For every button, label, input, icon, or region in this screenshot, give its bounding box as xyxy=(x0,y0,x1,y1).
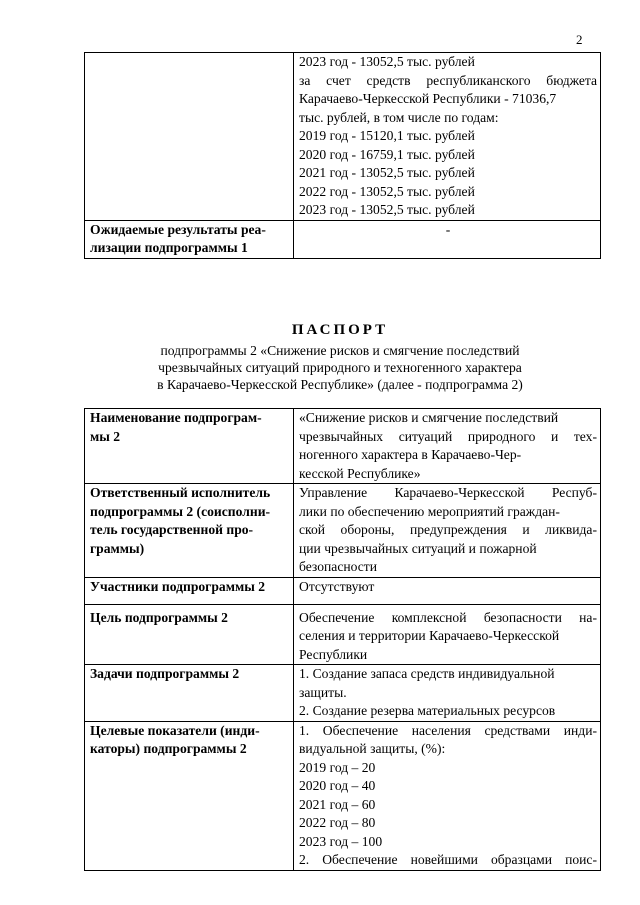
funding-line: 2022 год - 13052,5 тыс. рублей xyxy=(299,183,475,199)
row-label: Целевые показатели (инди- каторы) подпрограммы 2 xyxy=(85,721,294,870)
funding-line: 2019 год - 15120,1 тыс. рублей xyxy=(299,128,475,143)
row-label: Задачи подпрограммы 2 xyxy=(85,665,294,722)
funding-value-cell xyxy=(294,53,601,221)
funding-line: 2023 год - 13052,5 тыс. рублей xyxy=(299,54,475,69)
row-label: Цель подпрограммы 2 xyxy=(85,604,294,665)
row-value: 1. Создание запаса средств индивидуальной защиты. 2. Создание резерва материальных ресурсов xyxy=(294,665,601,722)
funding-line: 2020 год - 16759,1 тыс. рублей xyxy=(299,146,475,162)
row-label: Ответственный исполнитель подпрограммы 2 (соисполни- тель государственной про- граммы) xyxy=(85,484,294,578)
funding-line: тыс. рублей, в том числе по годам: xyxy=(299,109,499,125)
subtitle-line: в Карачаево-Черкесской Республике» (далее - подпрограмма 2) xyxy=(157,377,523,392)
funding-line: 2023 год - 13052,5 тыс. рублей xyxy=(299,202,475,217)
row-label: Наименование подпрограм- мы 2 xyxy=(85,409,294,484)
funding-label-cell xyxy=(85,53,294,221)
passport-row-goal xyxy=(85,604,601,665)
expected-results-label: Ожидаемые результаты реа- лизации подпрограммы 1 xyxy=(85,220,294,258)
row-label: Участники подпрограммы 2 xyxy=(85,577,294,604)
passport-row-indicators xyxy=(85,721,601,870)
row-value: Отсутствуют xyxy=(294,577,601,604)
subtitle-line: подпрограммы 2 «Снижение рисков и смягчение последствий xyxy=(160,343,520,358)
expected-results-row xyxy=(85,220,601,258)
expected-results-value: - xyxy=(294,220,601,258)
passport-row-participants xyxy=(85,577,601,604)
funding-row xyxy=(85,53,601,221)
passport-subtitle xyxy=(0,342,640,393)
row-value: «Снижение рисков и смягчение последствий чрезвычайных ситуаций природного и тех- ногенного характера в Карачаево-Чер- кесской Республике» xyxy=(294,409,601,484)
passport-table xyxy=(84,408,601,871)
row-value: Управление Карачаево-Черкесской Респуб- лики по обеспечению мероприятий граждан- ской обороны, предупреждения и ликвида- ции чрезвычайных ситуаций и пожарной безопасности xyxy=(294,484,601,578)
funding-line: за счет средств республиканского бюджета xyxy=(299,72,597,88)
funding-line: 2021 год - 13052,5 тыс. рублей xyxy=(299,165,475,180)
page-number: 2 xyxy=(576,32,583,47)
subtitle-line: чрезвычайных ситуаций природного и техногенного характера xyxy=(158,360,522,375)
funding-line: Карачаево-Черкесской Республики - 71036,7 xyxy=(299,91,557,106)
row-value: Обеспечение комплексной безопасности на- селения и территории Карачаево-Черкесской Республики xyxy=(294,604,601,665)
passport-row-name xyxy=(85,409,601,484)
row-value: 1. Обеспечение населения средствами инди- видуальной защиты, (%): 2019 год – 20 2020 год – 40 2021 год – 60 2022 год – 80 2023 год – 100 2. Обеспечение новейшими образцами поис- xyxy=(294,721,601,870)
passport-row-tasks xyxy=(85,665,601,722)
passport-title: ПАСПОРТ xyxy=(291,322,389,338)
passport-row-executor xyxy=(85,484,601,578)
funding-table xyxy=(84,52,601,259)
